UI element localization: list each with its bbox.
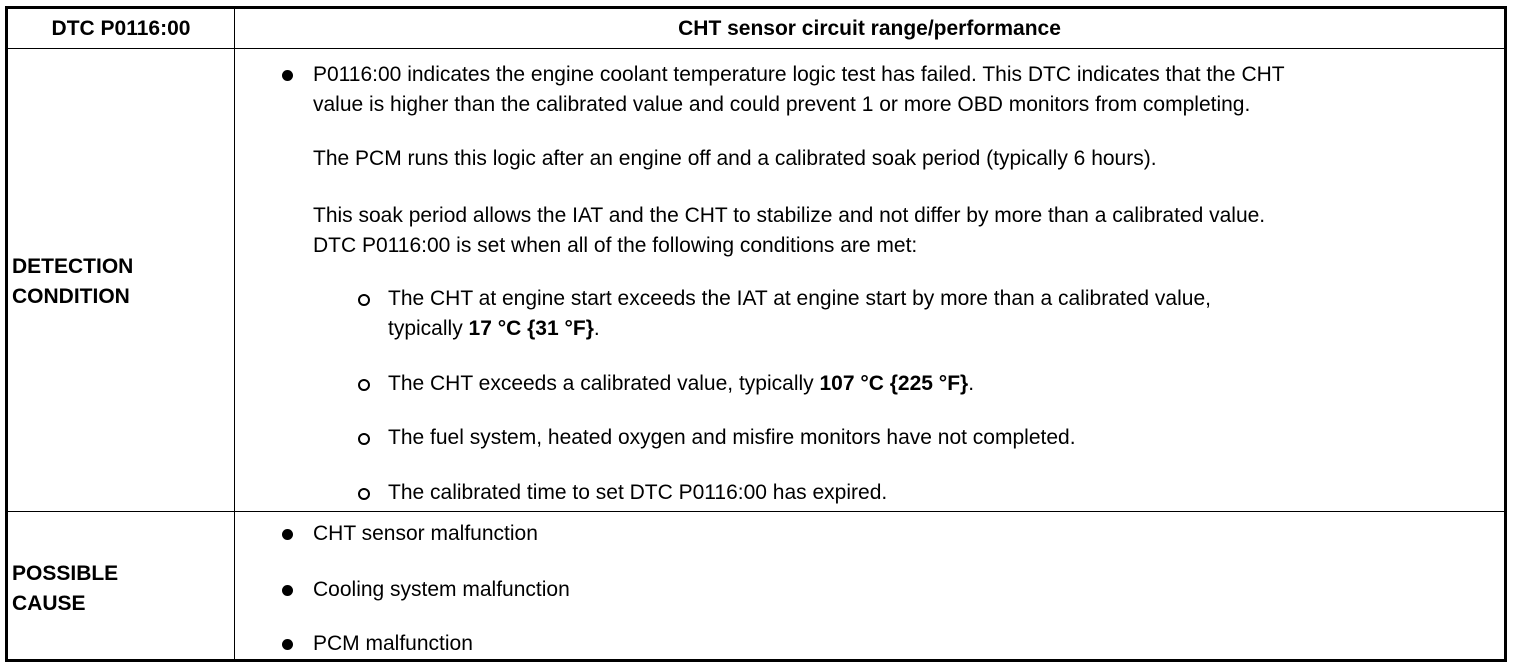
detection-para1-line1: P0116:00 indicates the engine coolant temperature logic test has failed. This DTC indicates that the CHT	[313, 63, 1285, 86]
condition-2: The CHT exceeds a calibrated value, typically 107 °C {225 °F}.	[388, 372, 975, 395]
detection-para3-line2: DTC P0116:00 is set when all of the following conditions are met:	[313, 234, 918, 257]
dtc-table	[5, 6, 1507, 662]
sub-bullet-icon	[358, 433, 370, 445]
header-divider	[8, 48, 1504, 49]
bullet-icon	[282, 639, 293, 650]
detection-label-line2: CONDITION	[12, 285, 130, 308]
possible-cause-label	[12, 559, 118, 619]
dtc-title-header: CHT sensor circuit range/performance	[678, 17, 1061, 40]
bullet-icon	[282, 70, 293, 81]
possible-cause-label-line2: CAUSE	[12, 592, 86, 615]
detection-para3-line1: This soak period allows the IAT and the CHT to stabilize and not differ by more than a calibrated value.	[313, 204, 1266, 227]
condition-4: The calibrated time to set DTC P0116:00 has expired.	[388, 481, 888, 504]
detection-condition-label	[12, 252, 133, 312]
detection-label-line1: DETECTION	[12, 255, 134, 278]
condition-1-line2: typically 17 °C {31 °F}.	[388, 317, 600, 340]
sub-bullet-icon	[358, 379, 370, 391]
bullet-icon	[282, 529, 293, 540]
row-divider	[8, 511, 1504, 512]
sub-bullet-icon	[358, 488, 370, 500]
possible-cause-item: CHT sensor malfunction	[313, 522, 538, 545]
bullet-icon	[282, 585, 293, 596]
column-divider	[234, 9, 235, 659]
condition-3: The fuel system, heated oxygen and misfire monitors have not completed.	[388, 426, 1076, 449]
possible-cause-label-line1: POSSIBLE	[12, 562, 119, 585]
dtc-code-header: DTC P0116:00	[51, 17, 191, 40]
condition-1-line1: The CHT at engine start exceeds the IAT at engine start by more than a calibrated value,	[388, 287, 1211, 310]
detection-para2: The PCM runs this logic after an engine off and a calibrated soak period (typically 6 hours).	[313, 147, 1157, 170]
detection-para1-line2: value is higher than the calibrated value and could prevent 1 or more OBD monitors from completing.	[313, 93, 1251, 116]
possible-cause-item: PCM malfunction	[313, 632, 473, 655]
possible-cause-item: Cooling system malfunction	[313, 578, 570, 601]
sub-bullet-icon	[358, 294, 370, 306]
